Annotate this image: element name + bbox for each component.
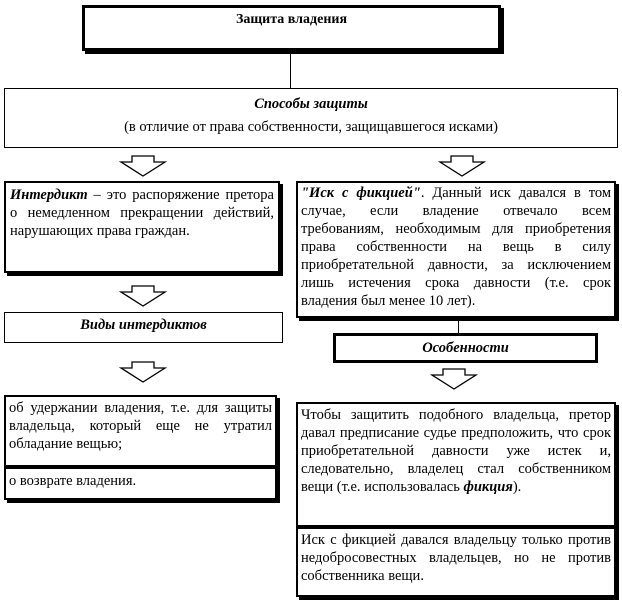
down-arrow-icon bbox=[118, 361, 168, 383]
down-arrow-icon bbox=[437, 155, 487, 177]
feature-bad-faith: Иск с фикцией давался владельцу только против недобросовестных владельцев, но не против собственника вещи. bbox=[301, 532, 611, 584]
down-arrow-icon bbox=[429, 368, 479, 390]
interdict-types-box bbox=[4, 312, 283, 343]
connector-top bbox=[290, 53, 291, 88]
list-item bbox=[4, 395, 277, 467]
interdict-type-return: о возврате владения. bbox=[9, 473, 137, 489]
methods-subtitle: (в отличие от права собственности, защищавшегося исками) bbox=[124, 119, 498, 135]
interdict-term: Интердикт bbox=[10, 187, 88, 203]
fiction-claim-text bbox=[301, 184, 611, 310]
fiction-claim-description: . Данный иск давался в том случае, если владение отвечало всем требованиям, необходимым для приобретения права собственности на вещь в силу приобретательной давности, за исключением лишь истечения срока давности (т.е. срок владения был менее 10 лет). bbox=[301, 185, 611, 309]
list-item bbox=[4, 467, 277, 500]
interdict-box bbox=[4, 181, 280, 273]
fiction-claim-box bbox=[296, 181, 616, 318]
fiction-emphasis: фикция bbox=[463, 479, 513, 495]
interdict-definition: – это распоряжение претора о немедленном прекращении действий, нарушающих права граждан. bbox=[10, 187, 274, 239]
down-arrow-icon bbox=[118, 285, 168, 307]
list-item bbox=[296, 402, 616, 527]
fiction-claim-term: "Иск с фикцией" bbox=[301, 185, 421, 201]
feature-presumption: Чтобы защитить подобного владельца, претор давал предписание судье предположить, что срок приобретательной давности уже истек и, следовательно, владелец стал собственником вещи (т.е. использовалась фикция). bbox=[301, 407, 611, 495]
methods-box bbox=[4, 88, 618, 148]
interdict-types-title: Виды интердиктов bbox=[80, 317, 207, 333]
features-box bbox=[333, 333, 598, 363]
features-title: Особенности bbox=[422, 340, 509, 356]
interdict-text bbox=[10, 186, 274, 240]
interdict-type-retain: об удержании владения, т.е. для защиты владельца, который еще не утратил обладание вещью; bbox=[9, 400, 272, 452]
connector-right bbox=[458, 318, 459, 334]
down-arrow-icon bbox=[118, 155, 168, 177]
top-title-box bbox=[82, 5, 501, 51]
methods-title: Способы защиты bbox=[254, 96, 368, 112]
page-title: Защита владения bbox=[235, 12, 348, 27]
list-item bbox=[296, 527, 616, 597]
